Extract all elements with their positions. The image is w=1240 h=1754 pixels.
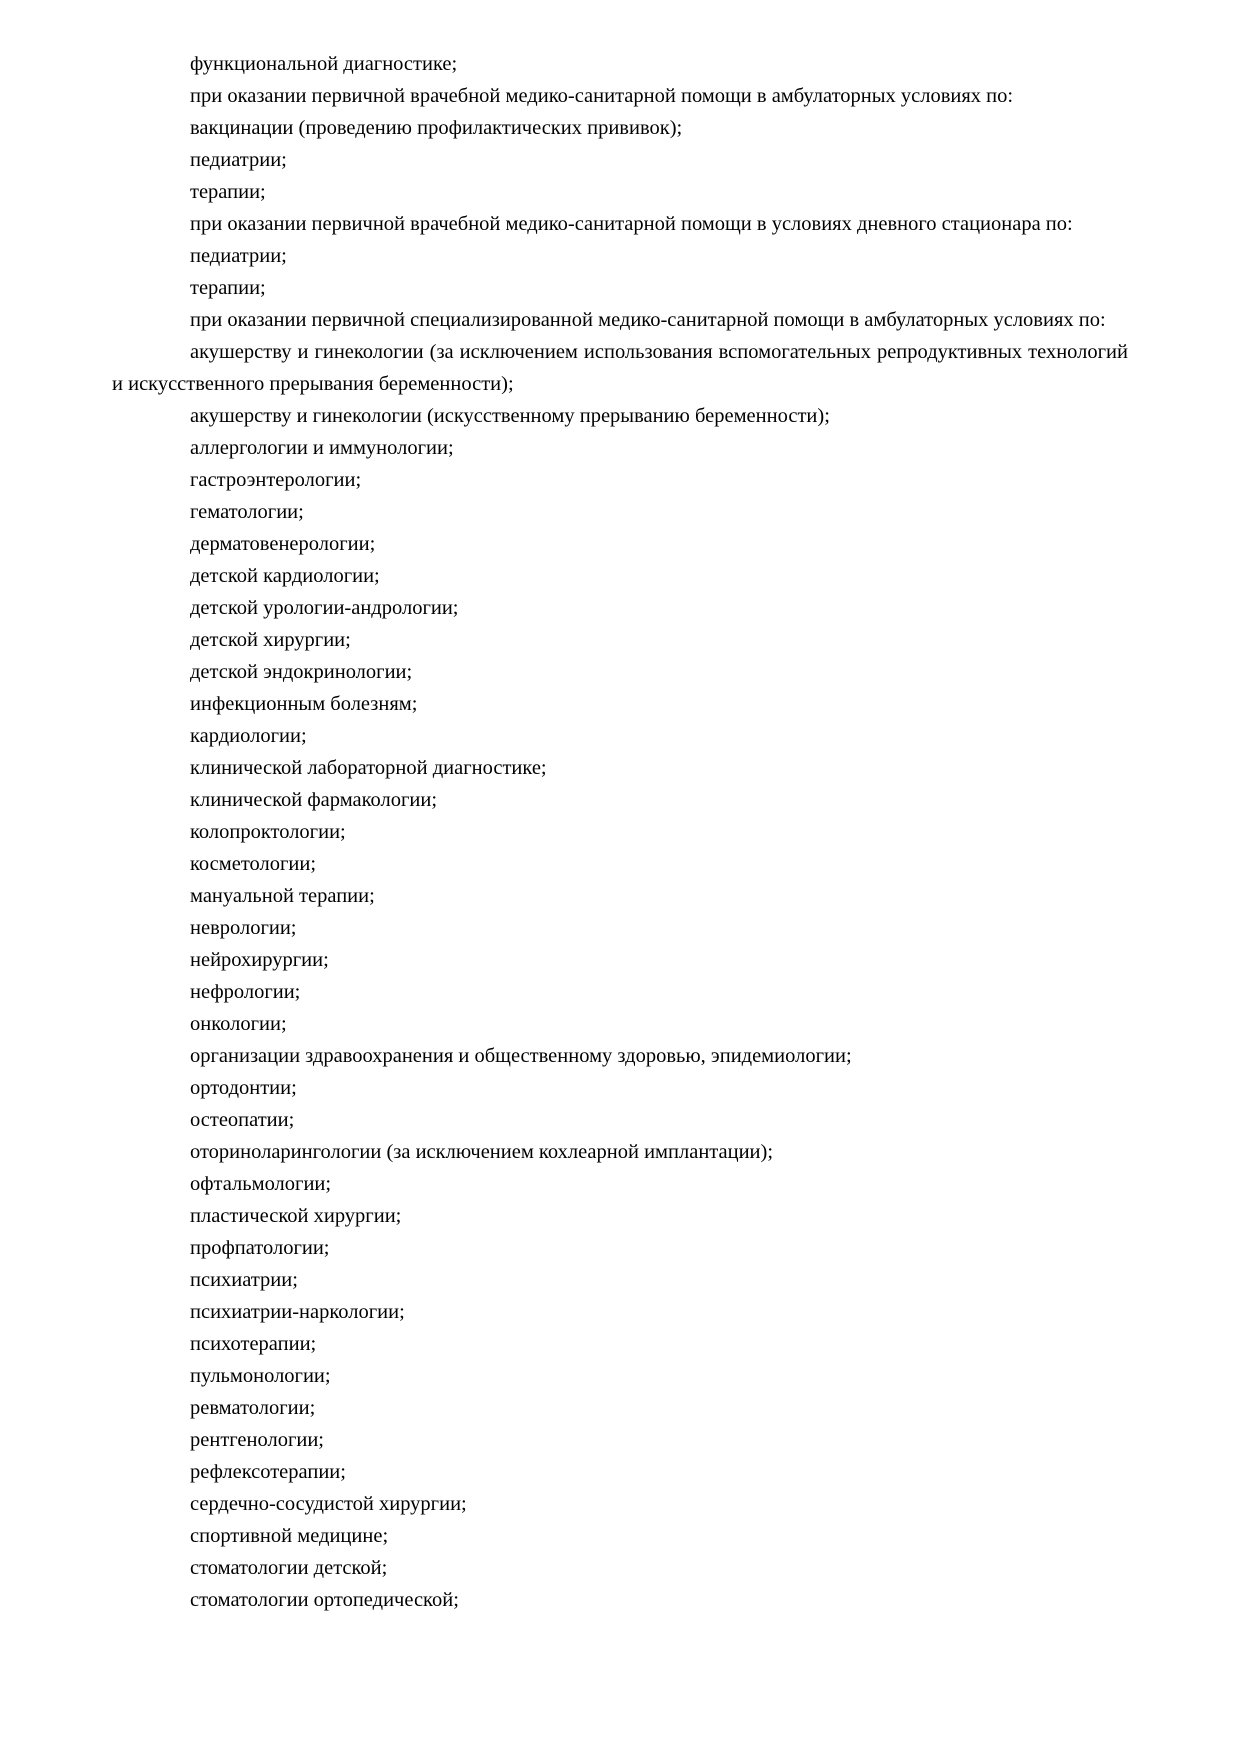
document-paragraph: мануальной терапии; xyxy=(190,885,375,907)
document-paragraph: детской эндокринологии; xyxy=(190,661,413,683)
document-paragraph: сердечно-сосудистой хирургии; xyxy=(190,1493,467,1515)
document-paragraph: функциональной диагностике; xyxy=(190,53,458,75)
document-paragraph: стоматологии ортопедической; xyxy=(190,1589,459,1611)
document-paragraph: гастроэнтерологии; xyxy=(190,469,362,491)
document-paragraph: гематологии; xyxy=(190,501,304,523)
document-paragraph: рефлексотерапии; xyxy=(190,1461,346,1483)
document-paragraph: колопроктологии; xyxy=(190,821,346,843)
document-paragraph: педиатрии; xyxy=(190,245,287,267)
document-paragraph: при оказании первичной специализированной медико-санитарной помощи в амбулаторных условиях по: xyxy=(190,309,1106,331)
document-paragraph: профпатологии; xyxy=(190,1237,330,1259)
document-paragraph: оториноларингологии (за исключением кохлеарной имплантации); xyxy=(190,1141,774,1163)
document-paragraph: психиатрии-наркологии; xyxy=(190,1301,405,1323)
document-paragraph: пластической хирургии; xyxy=(190,1205,402,1227)
document-paragraph: терапии; xyxy=(190,181,266,203)
document-paragraph: неврологии; xyxy=(190,917,297,939)
document-paragraph: кардиологии; xyxy=(190,725,307,747)
document-paragraph: ревматологии; xyxy=(190,1397,316,1419)
document-paragraph: остеопатии; xyxy=(190,1109,295,1131)
document-paragraph: при оказании первичной врачебной медико-санитарной помощи в условиях дневного стационара по: xyxy=(190,213,1073,235)
document-paragraph: аллергологии и иммунологии; xyxy=(190,437,454,459)
document-paragraph: организации здравоохранения и общественному здоровью, эпидемиологии; xyxy=(190,1045,852,1067)
document-paragraph: онкологии; xyxy=(190,1013,287,1035)
document-paragraph: косметологии; xyxy=(190,853,317,875)
document-paragraph: офтальмологии; xyxy=(190,1173,332,1195)
document-paragraph: пульмонологии; xyxy=(190,1365,331,1387)
document-paragraph: психотерапии; xyxy=(190,1333,317,1355)
document-paragraph: детской кардиологии; xyxy=(190,565,380,587)
document-paragraph: спортивной медицине; xyxy=(190,1525,389,1547)
document-paragraph: детской урологии-андрологии; xyxy=(190,597,459,619)
document-paragraph: рентгенологии; xyxy=(190,1429,324,1451)
document-paragraph: ортодонтии; xyxy=(190,1077,297,1099)
document-paragraph: клинической лабораторной диагностике; xyxy=(190,757,547,779)
document-paragraph: нейрохирургии; xyxy=(190,949,329,971)
document-paragraph: акушерству и гинекологии (за исключением использования вспомогательных репродуктивных технологий и искусственного прерывания беременности); xyxy=(112,341,1128,395)
document-paragraph: вакцинации (проведению профилактических прививок); xyxy=(190,117,683,139)
document-paragraph: психиатрии; xyxy=(190,1269,298,1291)
document-paragraph: стоматологии детской; xyxy=(190,1557,388,1579)
document-paragraph: нефрологии; xyxy=(190,981,301,1003)
document-paragraph: детской хирургии; xyxy=(190,629,351,651)
document-paragraph: при оказании первичной врачебной медико-санитарной помощи в амбулаторных условиях по: xyxy=(190,85,1014,107)
document-paragraph: дерматовенерологии; xyxy=(190,533,376,555)
document-paragraph: клинической фармакологии; xyxy=(190,789,438,811)
document-paragraph: терапии; xyxy=(190,277,266,299)
document-paragraph: педиатрии; xyxy=(190,149,287,171)
document-paragraph: инфекционным болезням; xyxy=(190,693,418,715)
document-paragraph: акушерству и гинекологии (искусственному прерыванию беременности); xyxy=(190,405,830,427)
document-body xyxy=(112,48,1128,1616)
